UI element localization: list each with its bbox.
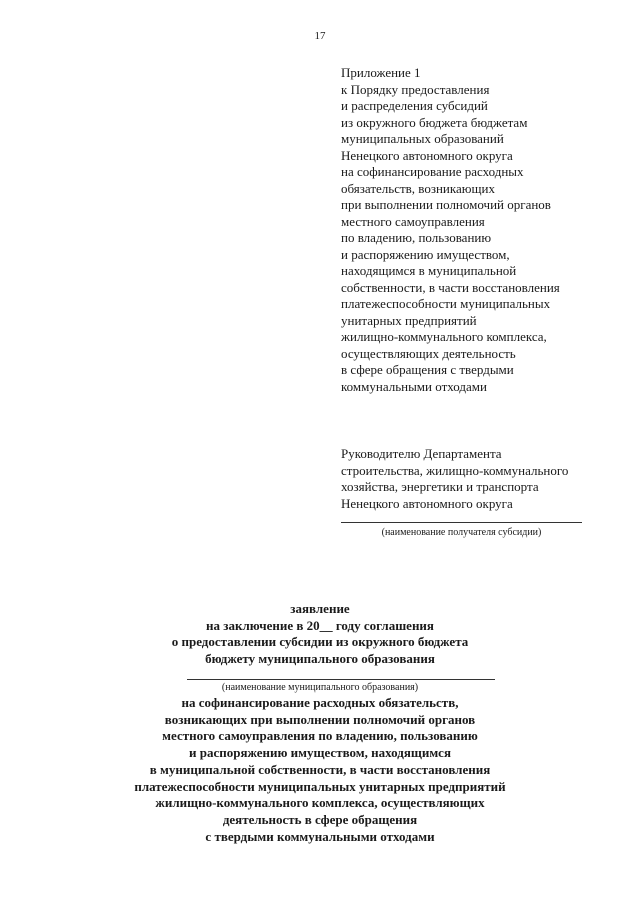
- purpose-line: платежеспособности муниципальных унитарных предприятий: [134, 778, 506, 794]
- appendix-line: из окружного бюджета бюджетам: [341, 114, 528, 130]
- appendix-line: собственности, в части восстановления: [341, 279, 560, 295]
- application-title: [0, 601, 640, 667]
- appendix-line: Ненецкого автономного округа: [341, 147, 513, 163]
- title-line: о предоставлении субсидии из окружного бюджета: [171, 634, 469, 650]
- appendix-line: в сфере обращения с твердыми: [341, 362, 514, 377]
- purpose-line: с твердыми коммунальными отходами: [205, 828, 435, 844]
- appendix-header: [341, 65, 611, 395]
- purpose-line: и распоряжению имуществом, находящимся: [189, 745, 451, 761]
- addressee-line: Руководителю Департамента: [341, 446, 502, 461]
- purpose-line: возникающих при выполнении полномочий органов: [164, 711, 476, 727]
- appendix-line: унитарных предприятий: [341, 312, 477, 328]
- appendix-line: жилищно-коммунального комплекса,: [341, 329, 547, 344]
- purpose-line: в муниципальной собственности, в части восстановления: [149, 761, 491, 777]
- addressee-line: строительства, жилищно-коммунального: [341, 462, 569, 478]
- title-line: заявление: [290, 601, 350, 616]
- purpose-text: [0, 695, 640, 845]
- appendix-line: местного самоуправления: [341, 213, 485, 229]
- appendix-line: при выполнении полномочий органов: [341, 197, 551, 212]
- appendix-line: осуществляющих деятельность: [341, 345, 516, 361]
- page-number: 17: [314, 30, 326, 42]
- purpose-line: деятельность в сфере обращения: [222, 811, 418, 827]
- title-line: бюджету муниципального образования: [205, 650, 435, 666]
- appendix-line: муниципальных образований: [341, 131, 504, 146]
- addressee-line: Ненецкого автономного округа: [341, 495, 513, 511]
- appendix-line: и распоряжению имуществом,: [341, 246, 510, 262]
- appendix-line: обязательств, возникающих: [341, 180, 495, 196]
- appendix-line: коммунальными отходами: [341, 378, 487, 394]
- title-line: на заключение в 20__ году соглашения: [206, 617, 434, 633]
- appendix-line: по владению, пользованию: [341, 230, 492, 245]
- recipient-fill-line: [341, 522, 582, 523]
- appendix-line: к Порядку предоставления: [341, 81, 490, 97]
- addressee-line: хозяйства, энергетики и транспорта: [341, 479, 539, 495]
- municipality-fill-line: [187, 679, 495, 680]
- recipient-caption: (наименование получателя субсидии): [381, 527, 542, 538]
- purpose-line: местного самоуправления по владению, пользованию: [162, 728, 478, 744]
- appendix-line: Приложение 1: [341, 65, 421, 80]
- purpose-line: на софинансирование расходных обязательств,: [181, 695, 459, 710]
- municipality-caption: (наименование муниципального образования): [221, 682, 419, 693]
- appendix-line: находящимся в муниципальной: [341, 263, 517, 278]
- addressee-block: [341, 446, 621, 512]
- appendix-line: и распределения субсидий: [341, 98, 488, 113]
- appendix-line: на софинансирование расходных: [341, 164, 524, 179]
- purpose-line: жилищно-коммунального комплекса, осуществляющих: [155, 795, 485, 811]
- appendix-line: платежеспособности муниципальных: [341, 296, 551, 311]
